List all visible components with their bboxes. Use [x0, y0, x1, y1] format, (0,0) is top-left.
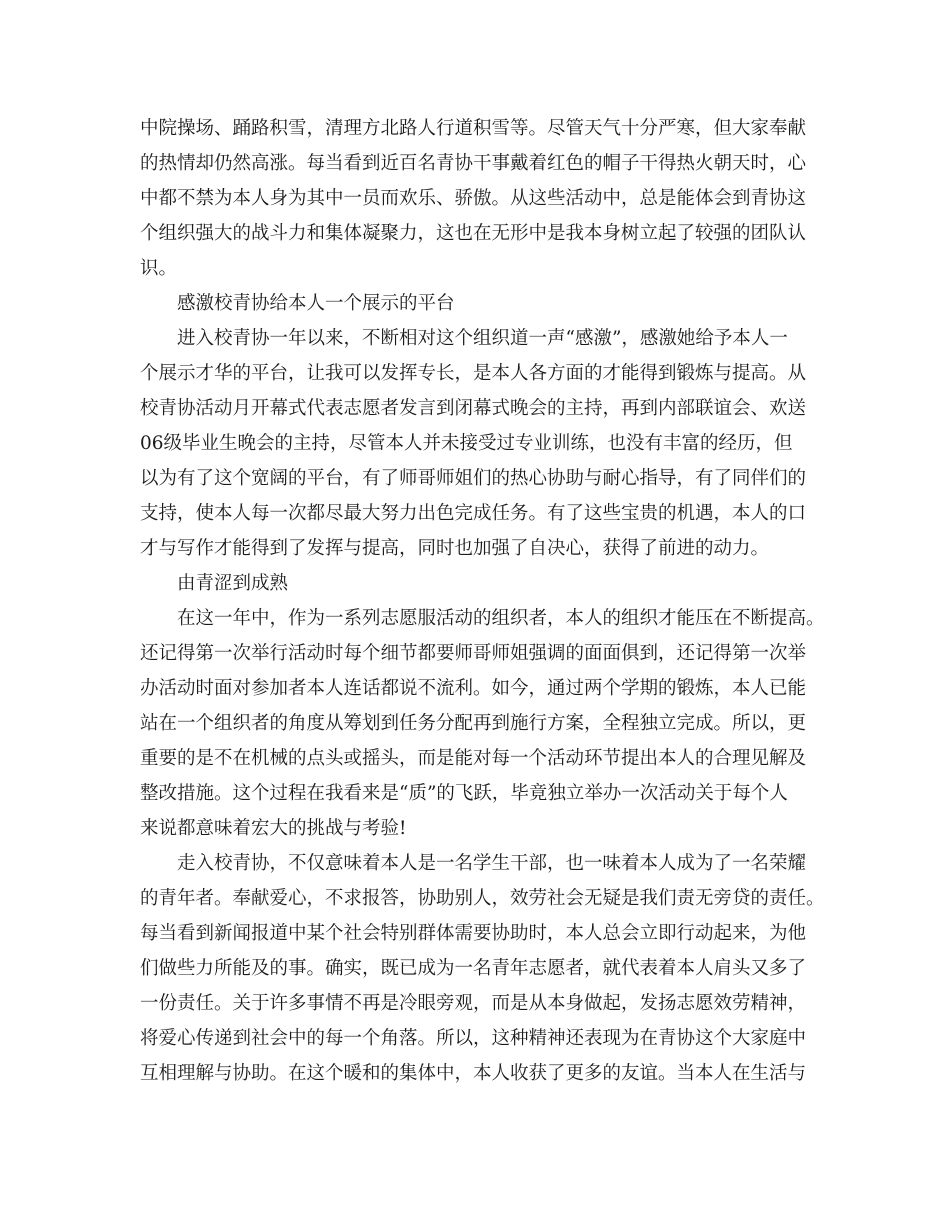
- text-line: 06级毕业生晚会的主持，尽管本人并未接受过专业训练，也没有丰富的经历，但: [140, 433, 793, 454]
- section-heading: 由青涩到成熟: [177, 573, 289, 594]
- text-line: 每当看到新闻报道中某个社会特别群体需要协助时，本人总会立即行动起来，为他: [140, 923, 807, 944]
- text-line: 站在一个组织者的角度从筹划到任务分配再到施行方案，全程独立完成。所以，更: [140, 713, 807, 734]
- text-line: 才与写作才能得到了发挥与提高，同时也加强了自决心，获得了前进的动力。: [140, 538, 770, 559]
- text-line: 的热情却仍然高涨。每当看到近百名青协干事戴着红色的帽子干得热火朝天时，心: [140, 153, 807, 174]
- text-line: 中院操场、踊路积雪，清理方北路人行道积雪等。尽管天气十分严寒，但大家奉献: [140, 118, 807, 139]
- text-line: 办活动时面对参加者本人连话都说不流利。如今，通过两个学期的锻炼，本人已能: [140, 678, 807, 699]
- text-line: 支持，使本人每一次都尽最大努力出色完成任务。有了这些宝贵的机遇，本人的口: [140, 503, 807, 524]
- text-line: 来说都意味着宏大的挑战与考验!: [140, 818, 407, 839]
- text-line: 中都不禁为本人身为其中一员而欢乐、骄傲。从这些活动中，总是能体会到青协这: [140, 188, 807, 209]
- text-line: 识。: [140, 258, 178, 279]
- text-line: 还记得第一次举行活动时每个细节都要师哥师姐强调的面面俱到，还记得第一次举: [140, 643, 807, 664]
- text-line: 个展示才华的平台，让我可以发挥专长，是本人各方面的才能得到锻炼与提高。从: [140, 363, 807, 384]
- text-line: 们做些力所能及的事。确实，既已成为一名青年志愿者，就代表着本人肩头又多了: [140, 958, 807, 979]
- text-line: 互相理解与协助。在这个暖和的集体中，本人收获了更多的友谊。当本人在生活与: [140, 1063, 807, 1084]
- section-heading: 感激校青协给本人一个展示的平台: [177, 293, 455, 314]
- text-line: 的青年者。奉献爱心，不求报答，协助别人，效劳社会无疑是我们责无旁贷的责任。: [140, 888, 825, 909]
- text-line: 进入校青协一年以来，不断相对这个组织道一声“感激”，感激她给予本人一: [177, 328, 788, 349]
- text-line: 重要的是不在机械的点头或摇头，而是能对每一个活动环节提出本人的合理见解及: [140, 748, 807, 769]
- text-line: 个组织强大的战斗力和集体凝聚力，这也在无形中是我本身树立起了较强的团队认: [140, 223, 807, 244]
- text-line: 校青协活动月开幕式代表志愿者发言到闭幕式晚会的主持，再到内部联谊会、欢送: [140, 398, 807, 419]
- text-line: 将爱心传递到社会中的每一个角落。所以，这种精神还表现为在青协这个大家庭中: [140, 1028, 807, 1049]
- text-line: 整改措施。这个过程在我看来是“质”的飞跃，毕竟独立举办一次活动关于每个人: [140, 783, 788, 804]
- text-line: 走入校青协，不仅意味着本人是一名学生干部，也一味着本人成为了一名荣耀: [177, 853, 807, 874]
- text-line: 一份责任。关于许多事情不再是冷眼旁观，而是从本身做起，发扬志愿效劳精神，: [140, 993, 807, 1014]
- text-line: 在这一年中，作为一系列志愿服活动的组织者，本人的组织才能压在不断提高。: [177, 608, 825, 629]
- text-line: 以为有了这个宽阔的平台，有了师哥师姐们的热心协助与耐心指导，有了同伴们的: [140, 468, 807, 489]
